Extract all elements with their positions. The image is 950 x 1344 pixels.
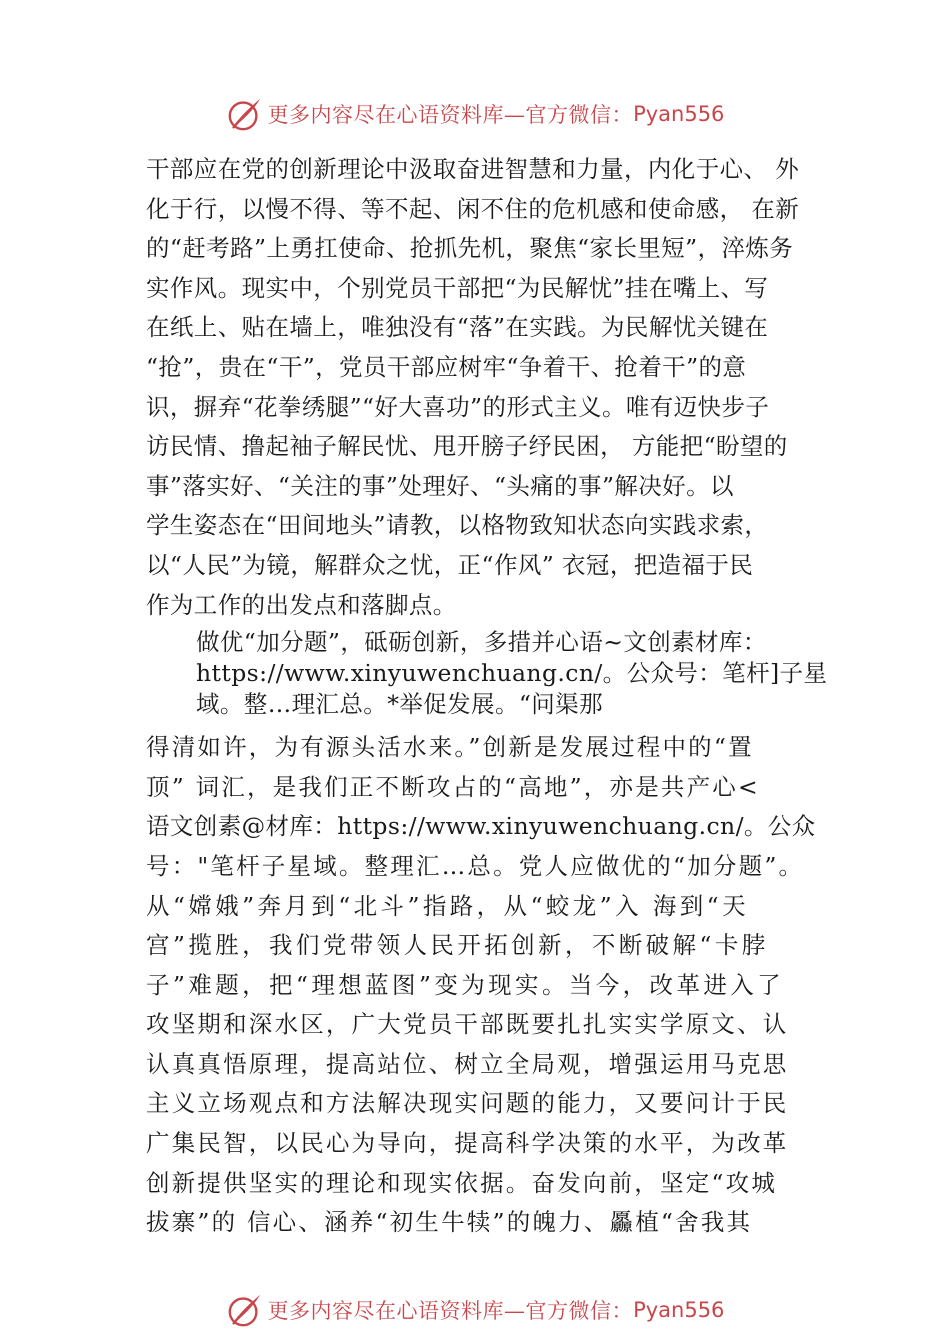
text-line: “抢”，贵在“干”，党员干部应树牢“争着干、抢着干”的意 [146, 352, 747, 381]
text-line: 主义立场观点和方法解决现实问题的能力，又要问计于民 [146, 1089, 789, 1118]
text-line: 语文创素@材库：https://www.xinyuwenchuang.cn/。公众 [146, 812, 816, 841]
banner-text: 更多内容尽在心语资料库—官方微信： [267, 103, 634, 127]
text-line: 的“赶考路”上勇扛使命、抢抓先机，聚焦“家长里短”，淬炼务 [146, 234, 794, 263]
text-line: 访民情、撸起袖子解民忧、甩开膀子纾民困， 方能把“盼望的 [146, 432, 788, 461]
quill-logo-icon [226, 95, 264, 133]
quill-logo-icon [226, 1291, 264, 1329]
footer-banner [0, 1288, 950, 1332]
text-line: 学生姿态在“田间地头”请教，以格物致知状态向实践求索， [146, 511, 769, 540]
banner-text: 更多内容尽在心语资料库—官方微信： [267, 1299, 634, 1323]
text-line: 认真真悟原理，提高站位、树立全局观，增强运用马克思 [146, 1049, 789, 1078]
text-line: 识，摒弃“花拳绣腿”“好大喜功”的形式主义。唯有迈快步子 [146, 392, 770, 421]
text-line: 拔寨”的 信心、涵养“初生牛犊”的魄力、厵植“舍我其 [146, 1208, 753, 1237]
text-line: 子”难题，把“理想蓝图”变为现实。当今，改革进入了 [146, 970, 785, 999]
indented-line: 域。整…理汇总。*举促发展。“问渠那 [196, 690, 603, 719]
indented-line: https://www.xinyuwenchuang.cn/。公众号：笔杆]子星 [196, 659, 828, 688]
text-line: 得清如许，为有源头活水来。”创新是发展过程中的“置 [146, 733, 754, 762]
document-body [146, 150, 826, 1243]
text-line: 干部应在党的创新理论中汲取奋进智慧和力量，内化于心、 外 [146, 155, 800, 183]
text-line: 以“人民”为镜，解群众之忧，正“作风” 衣冠，把造福于民 [146, 550, 754, 579]
text-line: 广集民智，以民心为导向，提高科学决策的水平，为改革 [146, 1129, 789, 1158]
text-line: 在纸上、贴在墙上，唯独没有“落”在实践。为民解忧关键在 [146, 313, 769, 342]
text-line: 号："笔杆子星域。整理汇…总。党人应做优的“加分题”。 [146, 851, 805, 880]
text-line: 实作风。现实中，个别党员干部把“为民解忧”挂在嘴上、写 [146, 273, 769, 302]
banner-wechat-id: Pyan556 [633, 1298, 725, 1322]
text-line: 事”落实好、“关注的事”处理好、“头痛的事”解决好。以 [146, 471, 734, 500]
text-line: 作为工作的出发点和落脚点。 [146, 590, 457, 619]
text-line: 顶” 词汇，是我们正不断攻占的“高地”，亦是共产心< [146, 772, 760, 801]
text-line: 化于行，以慢不得、等不起、闲不住的危机感和使命感， 在新 [146, 194, 800, 223]
header-banner [0, 92, 950, 136]
text-line: 宫”揽胜，我们党带领人民开拓创新，不断破解“卡脖 [146, 931, 769, 960]
text-line: 攻坚期和深水区，广大党员干部既要扎扎实实学原文、认 [146, 1010, 789, 1039]
text-line: 创新提供坚实的理论和现实依据。奋发向前，坚定“攻城 [146, 1168, 778, 1197]
text-line: 从“嫦娥”奔月到“北斗”指路，从“蛟龙”入 海到“天 [146, 891, 749, 920]
banner-wechat-id: Pyan556 [633, 102, 725, 126]
indented-line: 做优“加分题”，砥砺创新，多措并心语~文创素材库： [196, 628, 767, 657]
